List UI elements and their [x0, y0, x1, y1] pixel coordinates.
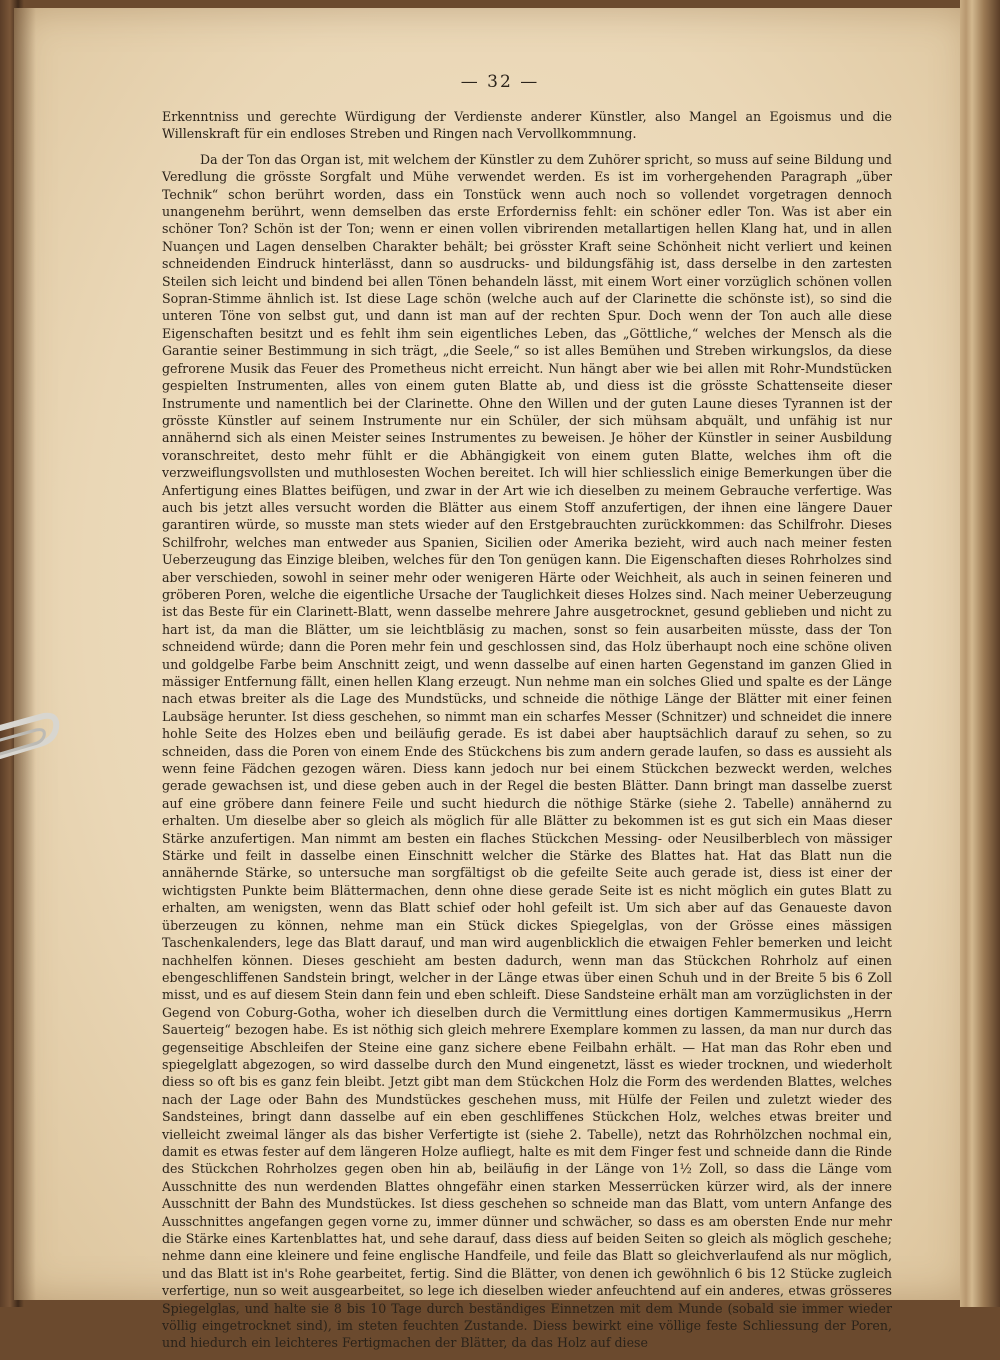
page-gutter-shadow	[14, 8, 36, 1300]
paragraph: Da der Ton das Organ ist, mit welchem der Künstler zu dem Zuhörer spricht, so muss auf seine Bildung und Veredlung die grösste Sorgfalt und Mühe verwendet werden. Es ist im vorhergehenden Paragraph „über Technik“ schon berührt worden, dass ein Tonstück wenn auch noch so vollendet vorgetragen dennoch unangenehm berührt, wenn demselben das erste Erforderniss fehlt: ein schöner edler Ton. Was ist aber ein schöner Ton? Schön ist der Ton; wenn er einen vollen vibrirenden metallartigen hellen Klang hat, und in allen Nuançen und Lagen denselben Charakter behält; bei grösster Kraft seine Schönheit nicht verliert und keinen schneidenden Eindruck hinterlässt, dann so ausdrucks- und bildungsfähig ist, dass derselbe in den zartesten Steilen sich leicht und bindend bei allen Tönen behandeln lässt, mit einem Wort einer vorzüglich schönen vollen Sopran-Stimme ähnlich ist. Ist diese Lage schön (welche auch auf der Clarinette die schönste ist), so sind die unteren Töne von selbst gut, und dann ist man auf der rechten Spur. Doch wenn der Ton auch alle diese Eigenschaften besitzt und es fehlt ihm sein eigentliches Leben, das „Göttliche,“ welches der Mensch als die Garantie seiner Bestimmung in sich trägt, „die Seele,“ so ist alles Bemühen und Streben wirkungslos, da diese gefrorene Musik das Feuer des Prometheus nicht erreicht. Nun hängt aber wie bei allen mit Rohr-Mundstücken gespielten Instrumenten, alles von einem guten Blatte ab, und diess ist die grösste Schattenseite dieser Instrumente und namentlich bei der Clarinette. Ohne den Willen und der guten Laune dieses Tyrannen ist der grösste Künstler auf seinem Instrumente nur ein Schüler, der sich mühsam abquält, und unfähig ist nur annähernd sich als einen Meister seines Instrumentes zu beweisen. Je höher der Künstler in seiner Ausbildung voranschreitet, desto mehr fühlt er die Abhängigkeit von einem guten Blatte, welches ihm oft die verzweiflungsvollsten und muthlosesten Wochen bereitet. Ich will hier schliesslich einige Bemerkungen über die Anfertigung eines Blattes beifügen, und zwar in der Art wie ich dieselben zu meinem Gebrauche verfertige. Was auch bis jetzt alles versucht worden die Blätter aus einem Stoff anzufertigen, der ihnen eine längere Dauer garantiren würde, so musste man stets wieder auf den Erstgebrauchten zurückkommen: das Schilfrohr. Dieses Schilfrohr, welches man entweder aus Spanien, Sicilien oder Amerika bezieht, wird auch nach meiner festen Ueberzeugung das Einzige bleiben, welches für den Ton genügen kann. Die Eigenschaften dieses Rohrholzes sind aber verschieden, sowohl in seiner mehr oder wenigeren Härte oder Weichheit, als auch in seinen feineren und gröberen Poren, welche die eigentliche Ursache der Tauglichkeit dieses Holzes sind. Nach meiner Ueberzeugung ist das Beste für ein Clarinett-Blatt, wenn dasselbe mehrere Jahre ausgetrocknet, gesund geblieben und nicht zu hart ist, da man die Blätter, um sie leichtbläsig zu machen, sonst so fein ausarbeiten müsste, dass der Ton schneidend würde; dann die Poren mehr fein und geschlossen sind, das Holz überhaupt noch eine schöne oliven und goldgelbe Farbe beim Anschnitt zeigt, und wenn dasselbe auf einen harten Gegenstand im ganzen Glied in mässiger Entfernung fällt, einen hellen Klang erzeugt. Nun nehme man ein solches Glied und spalte es der Länge nach etwas breiter als die Lage des Mundstücks, und schneide die nöthige Länge der Blätter mit einer feinen Laubsäge herunter. Ist diess geschehen, so nimmt man ein scharfes Messer (Schnitzer) und schneidet die innere hohle Seite des Holzes eben und beiläufig gerade. Es ist dabei aber hauptsächlich darauf zu sehen, so zu schneiden, dass die Poren von einem Ende des Stückchens bis zum andern gerade laufen, so dass es aussieht als wenn feine Fädchen gezogen wären. Diess kann jedoch nur bei einem Stückchen bezweckt werden, welches gerade gewachsen ist, und diese geben auch in der Regel die besten Blätter. Dann bringt man dasselbe zuerst auf eine gröbere dann feinere Feile und sucht hiedurch die nöthige Stärke (siehe 2. Tabelle) annähernd zu erhalten. Um dieselbe aber so gleich als möglich für alle Blätter zu bekommen ist es gut sich ein Maas dieser Stärke anzufertigen. Man nimmt am besten ein flaches Stückchen Messing- oder Neusilberblech von mässiger Stärke und feilt in dasselbe einen Einschnitt welcher die Stärke des Blattes hat. Hat das Blatt nun die annähernde Stärke, so untersuche man sorgfältigst ob die gefeilte Seite auch gerade ist, diess ist einer der wichtigsten Punkte beim Blättermachen, denn ohne diese gerade Seite ist es nicht möglich ein gutes Blatt zu erhalten, am wenigsten, wenn das Blatt schief oder hohl gefeilt ist. Um sich aber auf das Genaueste davon überzeugen zu können, nehme man ein Stück dickes Spiegelglas, von der Grösse eines mässigen Taschenkalenders, lege das Blatt darauf, und man wird augenblicklich die etwaigen Fehler bemerken und leicht nachhelfen können. Dieses geschieht am besten dadurch, wenn man das Stückchen Rohrholz auf einen ebengeschliffenen Sandstein bringt, welcher in der Länge etwas über einen Schuh und in der Breite 5 bis 6 Zoll misst, und es auf diesem Stein dann fein und eben schleift. Diese Sandsteine erhält man am vorzüglichsten in der Gegend von Coburg-Gotha, woher ich dieselben durch die Vermittlung eines dortigen Kammermusikus „Herrn Sauerteig“ bezogen habe. Es ist nöthig sich gleich mehrere Exemplare kommen zu lassen, da man nur durch das gegenseitige Abschleifen der Steine eine ganz sichere ebene Feilbahn erhält. — Hat man das Rohr eben und spiegelglatt abgezogen, so wird dasselbe durch den Mund eingenetzt, lässt es wieder trocknen, und wiederholt diess so oft bis es ganz fein bleibt. Jetzt gibt man dem Stückchen Holz die Form des werdenden Blattes, welches nach der Lage oder Bahn des Mundstückes geschehen muss, mit Hülfe der Feilen und zuletzt wieder des Sandsteines, bringt dann dasselbe auf ein eben geschliffenes Stückchen Holz, welches etwas breiter und vielleicht zweimal länger als das bisher Verfertigte ist (siehe 2. Tabelle), netzt das Rohrhölzchen nochmal ein, damit es etwas fester auf dem längeren Holze aufliegt, halte es mit dem Finger fest und schneide dann die Rinde des Stückchen Rohrholzes gegen oben hin ab, beiläufig in der Länge von 1½ Zoll, so dass die Länge vom Ausschnitte des nun werdenden Blattes ohngefähr einen starken Messerrücken kürzer wird, als der innere Ausschnitt der Bahn des Mundstückes. Ist diess geschehen so schneide man das Blatt, vom untern Anfange des Ausschnittes angefangen gegen vorne zu, immer dünner und schwächer, so dass es am obersten Ende nur mehr die Stärke eines Kartenblattes hat, und sehe darauf, dass diess auf beiden Seiten so gleich als möglich geschehe; nehme dann eine kleinere und feine englische Handfeile, und feile das Blatt so gleichverlaufend als nur möglich, und das Blatt ist in's Rohe gearbeitet, fertig. Sind die Blätter, von denen ich gewöhnlich 6 bis 12 Stücke zugleich verfertige, nun so weit ausgearbeitet, so lege ich dieselben wieder anfeuchtend auf ein anderes, etwas grösseres Spiegelglas, und halte sie 8 bis 10 Tage durch beständiges Einnetzen mit dem Munde (sobald sie immer wieder völlig eingetrocknet sind), im steten feuchten Zustande. Diess bewirkt eine völlige feste Schliessung der Poren, und hiedurch ein leichteres Fertigmachen der Blätter, da das Holz auf diese	[162, 151, 892, 1351]
body-text	[162, 108, 892, 1360]
book-edge	[960, 0, 1000, 1307]
page-number: — 32 —	[460, 72, 540, 92]
paper-clip-icon	[0, 710, 62, 790]
paragraph: Erkenntniss und gerechte Würdigung der Verdienste anderer Künstler, also Mangel an Egoismus und die Willenskraft für ein endloses Streben und Ringen nach Vervollkommnung.	[162, 109, 892, 142]
